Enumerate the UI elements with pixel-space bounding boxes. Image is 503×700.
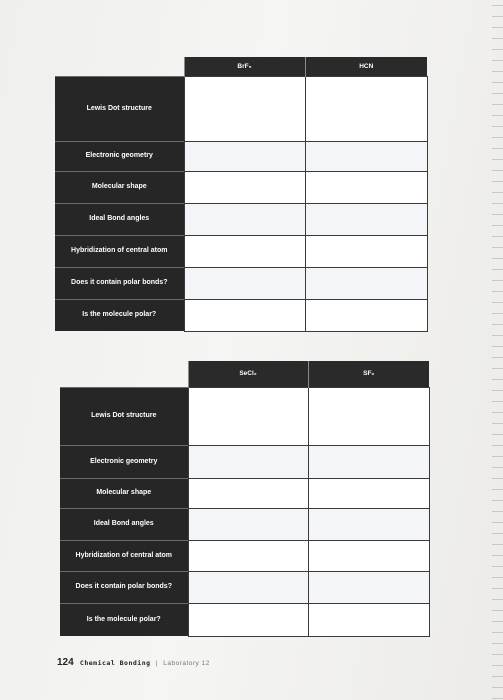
table-row [60, 540, 429, 571]
table-brf5-hcn [55, 57, 428, 332]
row-label-molecular-shape: Molecular shape [55, 171, 184, 203]
answer-cell[interactable] [188, 508, 308, 540]
footer-section-title: Chemical Bonding [79, 659, 151, 667]
answer-cell[interactable] [305, 141, 427, 171]
table-corner [60, 361, 188, 387]
table-header-row [60, 361, 429, 387]
answer-cell[interactable] [308, 508, 429, 540]
row-label-molecular-shape: Molecular shape [60, 478, 188, 508]
table-row [60, 445, 429, 478]
answer-cell[interactable] [184, 141, 305, 171]
row-label-hybridization: Hybridization of central atom [55, 235, 184, 267]
table-row [55, 299, 427, 331]
column-header-hcn: HCN [305, 57, 427, 76]
row-label-lewis-dot: Lewis Dot structure [55, 76, 184, 141]
answer-cell[interactable] [188, 478, 308, 508]
table-row [55, 171, 427, 203]
row-label-electronic-geometry: Electronic geometry [60, 445, 188, 478]
answer-cell[interactable] [308, 540, 429, 571]
page-footer [57, 657, 210, 668]
column-header-sf6: SF₆ [308, 361, 429, 387]
answer-cell[interactable] [184, 299, 305, 331]
answer-cell[interactable] [188, 603, 308, 636]
row-label-molecule-polar: Is the molecule polar? [55, 299, 184, 331]
table-secl2-sf6 [60, 361, 430, 637]
row-label-electronic-geometry: Electronic geometry [55, 141, 184, 171]
spiral-binding [492, 0, 503, 700]
row-label-ideal-bond-angles: Ideal Bond angles [55, 203, 184, 235]
answer-cell[interactable] [308, 603, 429, 636]
column-header-secl2: SeCl₂ [188, 361, 308, 387]
answer-cell[interactable] [305, 203, 427, 235]
table-row [60, 571, 429, 603]
answer-cell[interactable] [188, 387, 308, 445]
row-label-ideal-bond-angles: Ideal Bond angles [60, 508, 188, 540]
table-row [60, 508, 429, 540]
table-row [60, 603, 429, 636]
row-label-molecule-polar: Is the molecule polar? [60, 603, 188, 636]
column-header-brf5: BrF₅ [184, 57, 305, 76]
footer-lab-label: Laboratory 12 [163, 660, 210, 667]
row-label-polar-bonds: Does it contain polar bonds? [55, 267, 184, 299]
row-label-lewis-dot: Lewis Dot structure [60, 387, 188, 445]
footer-separator: | [155, 660, 158, 667]
table-row [55, 235, 427, 267]
answer-cell[interactable] [305, 299, 427, 331]
answer-cell[interactable] [305, 76, 427, 141]
table-row [55, 203, 427, 235]
table-header-row [55, 57, 427, 76]
table-row [60, 478, 429, 508]
table-row [60, 387, 429, 445]
answer-cell[interactable] [308, 387, 429, 445]
answer-cell[interactable] [308, 478, 429, 508]
page-number: 124 [57, 657, 74, 668]
table-row [55, 76, 427, 141]
table-row [55, 267, 427, 299]
table-corner [55, 57, 184, 76]
answer-cell[interactable] [184, 171, 305, 203]
answer-cell[interactable] [188, 540, 308, 571]
answer-cell[interactable] [305, 171, 427, 203]
answer-cell[interactable] [188, 571, 308, 603]
row-label-polar-bonds: Does it contain polar bonds? [60, 571, 188, 603]
answer-cell[interactable] [184, 203, 305, 235]
answer-cell[interactable] [188, 445, 308, 478]
answer-cell[interactable] [184, 235, 305, 267]
table-row [55, 141, 427, 171]
answer-cell[interactable] [305, 235, 427, 267]
answer-cell[interactable] [184, 267, 305, 299]
answer-cell[interactable] [184, 76, 305, 141]
answer-cell[interactable] [305, 267, 427, 299]
row-label-hybridization: Hybridization of central atom [60, 540, 188, 571]
answer-cell[interactable] [308, 571, 429, 603]
answer-cell[interactable] [308, 445, 429, 478]
